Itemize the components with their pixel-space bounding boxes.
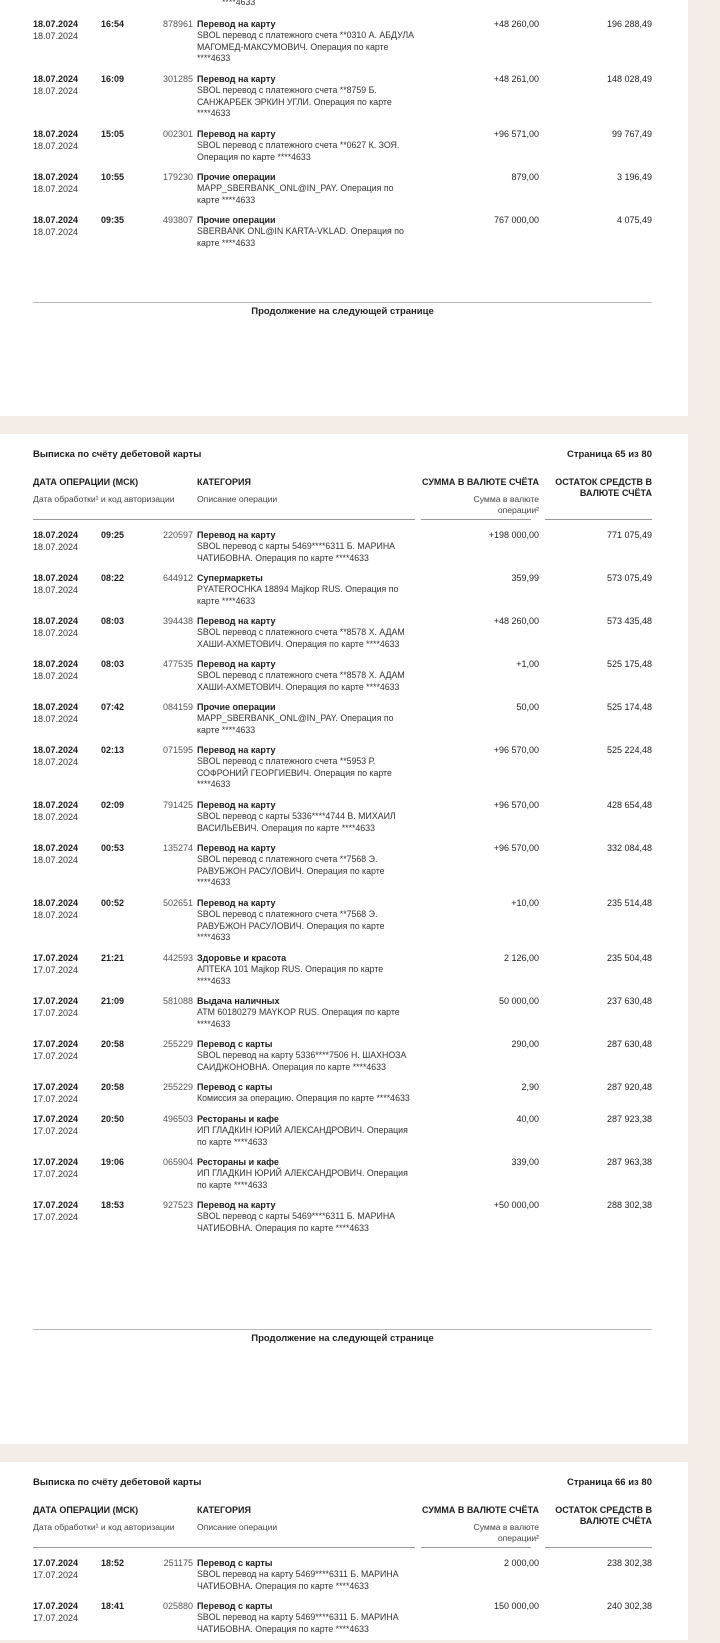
operation-category: Перевод на карту [197, 19, 276, 29]
operation-amount: +96 570,00 [493, 745, 539, 755]
processing-date: 17.07.2024 [33, 1094, 79, 1104]
auth-code: 878961 [162, 19, 193, 29]
operation-date: 17.07.2024 [33, 1601, 79, 1611]
date-column-subtitle: Дата обработки¹ и код авторизации [33, 494, 175, 504]
operation-time: 18:52 [101, 1558, 125, 1568]
date-column-title: ДАТА ОПЕРАЦИИ (МСК) [33, 477, 139, 487]
continuation-note: Продолжение на следующей странице [251, 306, 434, 317]
operation-description: SBOL перевод на карту 5469****6311 Б. МАРИНА ЧАТИБОВНА. Операция по карте ****4633 [197, 1569, 399, 1591]
category-column-title: КАТЕГОРИЯ [197, 1505, 251, 1515]
transaction-row [33, 1113, 652, 1156]
operation-date: 17.07.2024 [33, 1039, 79, 1049]
operation-category: Перевод на карту [197, 843, 276, 853]
page-number: Страница 65 из 80 [566, 449, 652, 460]
processing-date: 18.07.2024 [33, 86, 79, 96]
transaction-row [33, 995, 652, 1038]
transaction-row [33, 18, 652, 73]
auth-code: 496503 [162, 1114, 193, 1124]
operation-category: Перевод с карты [197, 1082, 273, 1092]
operation-time: 08:22 [101, 573, 125, 583]
operation-date: 17.07.2024 [33, 953, 79, 963]
operation-category: Прочие операции [197, 215, 276, 225]
transaction-row [33, 799, 652, 842]
operation-time: 08:03 [101, 659, 125, 669]
statement-title: Выписка по счёту дебетовой карты [33, 449, 202, 460]
operation-time: 00:52 [101, 898, 125, 908]
operation-time: 02:13 [101, 745, 125, 755]
category-column-title: КАТЕГОРИЯ [197, 477, 251, 487]
auth-code: 477535 [162, 659, 193, 669]
operation-date: 18.07.2024 [33, 745, 79, 755]
operation-amount: 2 000,00 [503, 1558, 539, 1568]
operation-description: PYATEROCHKA 18894 Majkop RUS. Операция по карте ****4633 [197, 584, 399, 606]
processing-date: 18.07.2024 [33, 714, 79, 724]
processing-date: 18.07.2024 [33, 31, 79, 41]
account-balance: 287 963,38 [606, 1157, 652, 1167]
operation-date: 18.07.2024 [33, 530, 79, 540]
auth-code: 927523 [162, 1200, 193, 1210]
operation-description: SBOL перевод с карты 5336****4744 В. МИХАИЛ ВАСИЛЬЕВИЧ. Операция по карте ****4633 [197, 811, 396, 833]
auth-code: 502651 [162, 898, 193, 908]
operation-description: SBOL перевод с карты 5469****6311 Б. МАРИНА ЧАТИБОВНА. Операция по карте ****4633 [197, 541, 396, 563]
auth-code: 065904 [162, 1157, 193, 1167]
auth-code: 179230 [162, 172, 193, 182]
auth-code: 002301 [162, 129, 193, 139]
operation-description: SBOL перевод с платежного счета **7568 Э. РАВУБЖОН РАСУЛОВИЧ. Операция по карте ****4633 [197, 909, 385, 942]
operation-amount: 50 000,00 [498, 996, 539, 1006]
statement-page-64 [0, 0, 688, 416]
transaction-row [33, 842, 652, 897]
continuation-block [33, 1329, 652, 1344]
operation-amount: 359,99 [511, 573, 539, 583]
operation-amount: +10,00 [511, 898, 539, 908]
auth-code: 301285 [162, 74, 193, 84]
account-balance: 196 288,49 [606, 19, 652, 29]
statement-page-66 [0, 1462, 688, 1640]
operation-time: 16:54 [101, 19, 125, 29]
amount-column-title: СУММА В ВАЛЮТЕ СЧЁТА [421, 477, 539, 487]
auth-code: 084159 [162, 702, 193, 712]
date-column-subtitle: Дата обработки¹ и код авторизации [33, 1522, 175, 1532]
operation-description: SBOL перевод с платежного счета **5953 Р. СОФРОНИЙ ГЕОРГИЕВИЧ. Операция по карте ****4633 [197, 756, 392, 789]
processing-date: 18.07.2024 [33, 227, 79, 237]
transaction-row [33, 73, 652, 128]
operation-category: Перевод на карту [197, 129, 276, 139]
transaction-row [33, 701, 652, 744]
operation-time: 20:50 [101, 1114, 125, 1124]
operation-date: 18.07.2024 [33, 19, 79, 29]
operation-category: Перевод на карту [197, 530, 276, 540]
account-balance: 287 923,38 [606, 1114, 652, 1124]
operation-date: 17.07.2024 [33, 1157, 79, 1167]
auth-code: 644912 [162, 573, 193, 583]
transaction-row [33, 1199, 652, 1242]
processing-date: 18.07.2024 [33, 542, 79, 552]
operation-description: SBERBANK ONL@IN KARTA-VKLAD. Операция по карте ****4633 [197, 226, 404, 248]
operation-time: 09:25 [101, 530, 125, 540]
balance-column-title: ОСТАТОК СРЕДСТВ В ВАЛЮТЕ СЧЁТА [555, 1505, 652, 1526]
processing-date: 18.07.2024 [33, 628, 79, 638]
account-balance: 525 224,48 [606, 745, 652, 755]
account-balance: 428 654,48 [606, 800, 652, 810]
operation-time: 00:53 [101, 843, 125, 853]
operation-time: 02:09 [101, 800, 125, 810]
operation-date: 18.07.2024 [33, 215, 79, 225]
transactions-list [33, 1548, 652, 1643]
processing-date: 17.07.2024 [33, 1051, 79, 1061]
processing-date: 18.07.2024 [33, 184, 79, 194]
operation-date: 18.07.2024 [33, 172, 79, 182]
operation-description: SBOL перевод на карту 5336****7506 Н. ШАХНОЗА САИДЖОНОВНА. Операция по карте ****4633 [197, 1050, 407, 1072]
operation-date: 18.07.2024 [33, 659, 79, 669]
auth-code: 581088 [162, 996, 193, 1006]
operation-category: Перевод на карту [197, 1200, 276, 1210]
operation-description: SBOL перевод с платежного счета **7568 Э. РАВУБЖОН РАСУЛОВИЧ. Операция по карте ****4633 [197, 854, 385, 887]
continuation-note: Продолжение на следующей странице [251, 1333, 434, 1344]
operation-time: 07:42 [101, 702, 125, 712]
operation-amount: +48 260,00 [493, 19, 539, 29]
processing-date: 17.07.2024 [33, 1008, 79, 1018]
operation-description: SBOL перевод с платежного счета **8578 Х. АДАМ ХАШИ-АХМЕТОВИЧ. Операция по карте ****4633 [197, 627, 405, 649]
transaction-row [33, 897, 652, 952]
auth-code: 442593 [162, 953, 193, 963]
processing-date: 17.07.2024 [33, 1613, 79, 1623]
operation-amount: 2,90 [521, 1082, 539, 1092]
operation-date: 17.07.2024 [33, 1082, 79, 1092]
operation-amount: 40,00 [516, 1114, 539, 1124]
transaction-row [33, 529, 652, 572]
operation-amount: 767 000,00 [493, 215, 539, 225]
account-balance: 238 302,38 [606, 1558, 652, 1568]
operation-time: 20:58 [101, 1039, 125, 1049]
operation-date: 18.07.2024 [33, 898, 79, 908]
operation-description: ATM 60180279 MAYKOP RUS. Операция по карте ****4633 [197, 1007, 400, 1029]
amount-column-title: СУММА В ВАЛЮТЕ СЧЁТА [421, 1505, 539, 1515]
operation-date: 18.07.2024 [33, 616, 79, 626]
transaction-row [33, 952, 652, 995]
operation-category: Перевод на карту [197, 616, 276, 626]
account-balance: 240 302,38 [606, 1601, 652, 1611]
header-rule [33, 519, 652, 520]
auth-code: 071595 [162, 745, 193, 755]
processing-date: 18.07.2024 [33, 585, 79, 595]
processing-date: 18.07.2024 [33, 855, 79, 865]
column-headers [33, 1505, 652, 1544]
operation-time: 16:09 [101, 74, 125, 84]
operation-category: Перевод на карту [197, 659, 276, 669]
transaction-row [33, 128, 652, 171]
operation-date: 18.07.2024 [33, 573, 79, 583]
operation-time: 21:09 [101, 996, 125, 1006]
operation-date: 18.07.2024 [33, 843, 79, 853]
transaction-row [33, 1600, 652, 1643]
operation-date: 17.07.2024 [33, 1558, 79, 1568]
operation-amount: 879,00 [511, 172, 539, 182]
operation-category: Прочие операции [197, 172, 276, 182]
operation-date: 17.07.2024 [33, 1114, 79, 1124]
auth-code: 394438 [162, 616, 193, 626]
processing-date: 17.07.2024 [33, 965, 79, 975]
category-column-subtitle: Описание операции [197, 494, 278, 504]
transaction-row [33, 1038, 652, 1081]
account-balance: 237 630,48 [606, 996, 652, 1006]
auth-code: 255229 [162, 1082, 193, 1092]
desc-fragment: ****4633 [222, 0, 256, 7]
operation-time: 15:05 [101, 129, 125, 139]
transaction-row [33, 1081, 652, 1113]
operation-description: MAPP_SBERBANK_ONL@IN_PAY. Операция по карте ****4633 [197, 183, 394, 205]
operation-amount: 290,00 [511, 1039, 539, 1049]
operation-amount: 2 126,00 [503, 953, 539, 963]
processing-date: 17.07.2024 [33, 1212, 79, 1222]
operation-description: SBOL перевод с платежного счета **8759 Б. САНЖАРБЕК ЭРКИН УГЛИ. Операция по карте ****4633 [197, 85, 392, 118]
account-balance: 99 767,49 [611, 129, 652, 139]
operation-amount: 50,00 [516, 702, 539, 712]
account-balance: 573 435,48 [606, 616, 652, 626]
operation-description: SBOL перевод с платежного счета **0627 К. ЗОЯ. Операция по карте ****4633 [197, 140, 400, 162]
operation-category: Перевод с карты [197, 1039, 273, 1049]
account-balance: 287 630,48 [606, 1039, 652, 1049]
transaction-row [33, 214, 652, 257]
transactions-list [33, 520, 652, 1242]
operation-category: Перевод на карту [197, 745, 276, 755]
operation-time: 20:58 [101, 1082, 125, 1092]
operation-amount: +50 000,00 [493, 1200, 539, 1210]
transaction-row [33, 572, 652, 615]
statement-page-65 [0, 434, 688, 1444]
operation-time: 18:53 [101, 1200, 125, 1210]
operation-category: Выдача наличных [197, 996, 280, 1006]
processing-date: 17.07.2024 [33, 1570, 79, 1580]
operation-category: Рестораны и кафе [197, 1157, 279, 1167]
operation-date: 17.07.2024 [33, 1200, 79, 1210]
operation-amount: +96 570,00 [493, 843, 539, 853]
processing-date: 18.07.2024 [33, 141, 79, 151]
operation-description: ИП ГЛАДКИН ЮРИЙ АЛЕКСАНДРОВИЧ. Операция по карте ****4633 [197, 1125, 408, 1147]
processing-date: 18.07.2024 [33, 910, 79, 920]
page-number: Страница 66 из 80 [566, 1477, 652, 1488]
account-balance: 148 028,49 [606, 74, 652, 84]
account-balance: 3 196,49 [616, 172, 652, 182]
account-balance: 525 175,48 [606, 659, 652, 669]
auth-code: 255229 [162, 1039, 193, 1049]
operation-amount: +96 570,00 [493, 800, 539, 810]
continuation-block [33, 302, 652, 317]
operation-date: 18.07.2024 [33, 74, 79, 84]
processing-date: 17.07.2024 [33, 1169, 79, 1179]
operation-category: Рестораны и кафе [197, 1114, 279, 1124]
operation-amount: +48 261,00 [493, 74, 539, 84]
account-balance: 235 504,48 [606, 953, 652, 963]
processing-date: 18.07.2024 [33, 812, 79, 822]
page-header [33, 1462, 652, 1488]
transactions-list [33, 0, 652, 257]
auth-code: 251175 [163, 1558, 193, 1568]
amount-column-subtitle: Сумма в валюте операции² [473, 494, 539, 515]
auth-code: 493807 [162, 215, 193, 225]
operation-category: Супермаркеты [197, 573, 263, 583]
processing-date: 18.07.2024 [33, 757, 79, 767]
operation-description: SBOL перевод с платежного счета **0310 А. АБДУЛА МАГОМЕД-МАКСУМОВИЧ. Операция по карте ****4633 [197, 30, 415, 63]
operation-amount: +198 000,00 [488, 530, 539, 540]
operation-date: 18.07.2024 [33, 702, 79, 712]
operation-time: 09:35 [101, 215, 125, 225]
operation-description: SBOL перевод на карту 5469****6311 Б. МАРИНА ЧАТИБОВНА. Операция по карте ****4633 [197, 1612, 399, 1634]
account-balance: 525 174,48 [606, 702, 652, 712]
operation-time: 18:41 [101, 1601, 125, 1611]
page-header [33, 434, 652, 460]
balance-column-title: ОСТАТОК СРЕДСТВ В ВАЛЮТЕ СЧЁТА [555, 477, 652, 498]
transaction-row [33, 1156, 652, 1199]
transaction-row [33, 1557, 652, 1600]
operation-time: 08:03 [101, 616, 125, 626]
account-balance: 4 075,49 [616, 215, 652, 225]
operation-time: 19:06 [101, 1157, 125, 1167]
processing-date: 17.07.2024 [33, 1126, 79, 1136]
account-balance: 573 075,49 [606, 573, 652, 583]
auth-code: 135274 [162, 843, 193, 853]
operation-description: SBOL перевод с платежного счета **8578 Х. АДАМ ХАШИ-АХМЕТОВИЧ. Операция по карте ****4633 [197, 670, 405, 692]
operation-amount: +1,00 [516, 659, 539, 669]
operation-amount: 150 000,00 [493, 1601, 539, 1611]
operation-category: Перевод на карту [197, 800, 276, 810]
category-column-subtitle: Описание операции [197, 1522, 278, 1532]
operation-date: 18.07.2024 [33, 129, 79, 139]
auth-code: 220597 [162, 530, 193, 540]
amount-column-subtitle: Сумма в валюте операции² [473, 1522, 539, 1543]
operation-category: Перевод с карты [197, 1601, 273, 1611]
operation-description: Комиссия за операцию. Операция по карте ****4633 [197, 1093, 410, 1103]
processing-date: 18.07.2024 [33, 671, 79, 681]
account-balance: 235 514,48 [606, 898, 652, 908]
operation-category: Здоровье и красота [197, 953, 287, 963]
transaction-row [33, 615, 652, 658]
operation-category: Перевод на карту [197, 74, 276, 84]
account-balance: 288 302,38 [606, 1200, 652, 1210]
operation-amount: 339,00 [511, 1157, 539, 1167]
operation-description: ИП ГЛАДКИН ЮРИЙ АЛЕКСАНДРОВИЧ. Операция по карте ****4633 [197, 1168, 408, 1190]
operation-amount: +48 260,00 [493, 616, 539, 626]
account-balance: 771 075,49 [606, 530, 652, 540]
transaction-row [33, 171, 652, 214]
operation-category: Прочие операции [197, 702, 276, 712]
operation-time: 21:21 [101, 953, 125, 963]
account-balance: 287 920,48 [606, 1082, 652, 1092]
date-column-title: ДАТА ОПЕРАЦИИ (МСК) [33, 1505, 139, 1515]
operation-date: 17.07.2024 [33, 996, 79, 1006]
statement-title: Выписка по счёту дебетовой карты [33, 1477, 202, 1488]
auth-code: 025880 [162, 1601, 193, 1611]
auth-code: 791425 [162, 800, 193, 810]
operation-category: Перевод на карту [197, 898, 276, 908]
column-headers [33, 477, 652, 516]
transaction-row [33, 658, 652, 701]
header-rule [33, 1547, 652, 1548]
operation-category: Перевод с карты [197, 1558, 273, 1568]
account-balance: 332 084,48 [606, 843, 652, 853]
operation-description: MAPP_SBERBANK_ONL@IN_PAY. Операция по карте ****4633 [197, 713, 394, 735]
operation-time: 10:55 [101, 172, 125, 182]
operation-description: SBOL перевод с карты 5469****6311 Б. МАРИНА ЧАТИБОВНА. Операция по карте ****4633 [197, 1211, 396, 1233]
transaction-row [33, 744, 652, 799]
operation-amount: +96 571,00 [493, 129, 539, 139]
operation-date: 18.07.2024 [33, 800, 79, 810]
operation-description: АПТЕКА 101 Majkop RUS. Операция по карте ****4633 [197, 964, 384, 986]
